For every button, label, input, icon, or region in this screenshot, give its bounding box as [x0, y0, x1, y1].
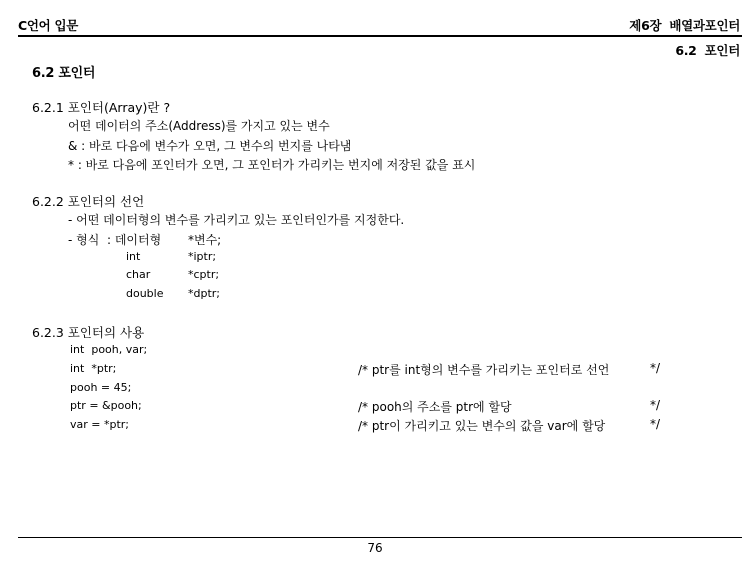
example-type: int	[126, 250, 141, 263]
page-heading: 6.2 포인터	[32, 66, 96, 81]
code-line: int pooh, var;	[70, 343, 148, 356]
code-comment: /* pooh의 주소를 ptr에 할당	[358, 400, 512, 414]
section-title-621: 6.2.1 포인터(Array)란 ?	[32, 100, 171, 115]
form-value: *변수;	[188, 233, 222, 247]
def-line: 어떤 데이터의 주소(Address)를 가지고 있는 변수	[68, 119, 330, 133]
page-number: 76	[367, 541, 383, 555]
header-right: 제6장 배열과포인터	[629, 18, 740, 33]
example-decl: *iptr;	[188, 250, 217, 263]
comment-end: */	[650, 361, 661, 375]
declaration-desc: - 어떤 데이터형의 변수를 가리키고 있는 포인터인가를 지정한다.	[68, 213, 405, 227]
header-left: C언어 입문	[18, 18, 79, 33]
asterisk-line: * : 바로 다음에 포인터가 오면, 그 포인터가 가리키는 번지에 저장된 값을 표시	[68, 158, 476, 172]
code-line: pooh = 45;	[70, 381, 132, 394]
example-decl: *cptr;	[188, 268, 220, 281]
code-line: int *ptr;	[70, 362, 117, 375]
example-decl: *dptr;	[188, 287, 221, 300]
code-line: var = *ptr;	[70, 418, 130, 431]
section-title-623: 6.2.3 포인터의 사용	[32, 325, 145, 340]
code-comment: /* ptr를 int형의 변수를 가리키는 포인터로 선언	[358, 363, 610, 377]
comment-end: */	[650, 417, 661, 431]
example-type: char	[126, 268, 151, 281]
header-rule	[18, 35, 742, 37]
section-title-622: 6.2.2 포인터의 선언	[32, 194, 145, 209]
comment-end: */	[650, 398, 661, 412]
form-label: - 형식 : 데이터형	[68, 233, 162, 247]
footer-rule	[18, 537, 742, 538]
ampersand-line: & : 바로 다음에 변수가 오면, 그 변수의 번지를 나타냄	[68, 139, 352, 153]
code-line: ptr = &pooh;	[70, 399, 142, 412]
section-tag: 6.2 포인터	[675, 43, 740, 58]
code-comment: /* ptr이 가리키고 있는 변수의 값을 var에 할당	[358, 419, 606, 433]
example-type: double	[126, 287, 164, 300]
